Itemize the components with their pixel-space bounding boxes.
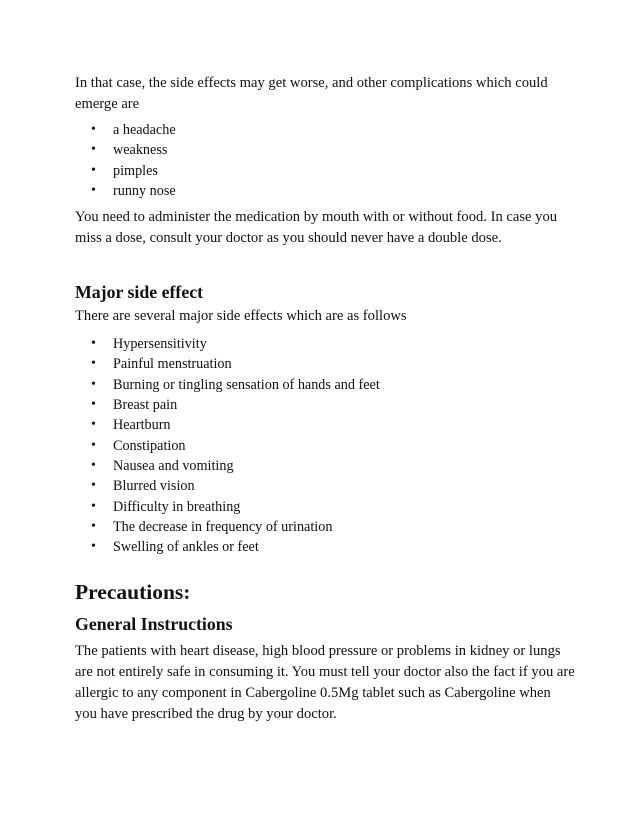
list-item: • Hypersensitivity: [75, 334, 575, 354]
document-body: [75, 73, 575, 725]
complications-paragraph: In that case, the side effects may get worse, and other complications which could emerge are: [75, 75, 548, 112]
list-item: • Breast pain: [75, 395, 575, 415]
complications-list: [75, 120, 575, 201]
general-instructions-paragraph: The patients with heart disease, high blood pressure or problems in kidney or lungs are not entirely safe in consuming it. You must tell your doctor also the fact if you are allergic to any component in Cabergoline 0.5Mg tablet such as Cabergoline when you have prescribed the drug by your doctor.: [75, 643, 575, 723]
major-side-effect-intro: There are several major side effects which are as follows: [75, 308, 407, 325]
major-side-effects-list: [75, 334, 575, 557]
list-item: • The decrease in frequency of urination: [75, 517, 575, 537]
list-item: • a headache: [75, 120, 575, 140]
dosage-paragraph: You need to administer the medication by mouth with or without food. In case you miss a dose, consult your doctor as you should never have a double dose.: [75, 209, 558, 247]
list-item: • Nausea and vomiting: [75, 456, 575, 476]
list-item: • pimples: [75, 161, 575, 181]
general-instructions-heading: General Instructions: [75, 614, 233, 635]
list-item: • runny nose: [75, 181, 575, 201]
list-item: • Swelling of ankles or feet: [75, 537, 575, 557]
list-item: • Painful menstruation: [75, 354, 575, 374]
precautions-heading: Precautions:: [75, 580, 191, 605]
list-item: • weakness: [75, 140, 575, 160]
list-item: • Heartburn: [75, 415, 575, 435]
major-side-effect-heading: Major side effect: [75, 282, 204, 303]
list-item: • Burning or tingling sensation of hands and feet: [75, 375, 575, 395]
list-item: • Blurred vision: [75, 476, 575, 496]
list-item: • Difficulty in breathing: [75, 497, 575, 517]
list-item: • Constipation: [75, 436, 575, 456]
